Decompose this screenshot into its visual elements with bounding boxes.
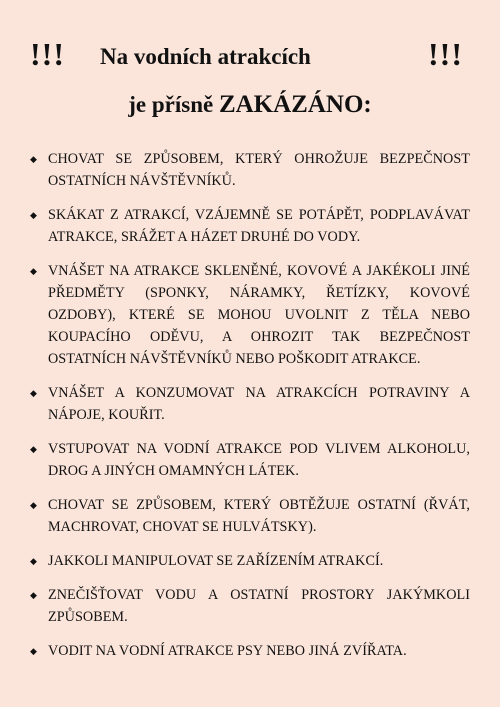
rule-item — [30, 550, 470, 572]
diamond-bullet-icon: ◆ — [30, 266, 37, 276]
rule-text: ZNEČIŠŤOVAT VODU A OSTATNÍ PROSTORY JAKÝMKOLI ZPŮSOBEM. — [48, 587, 470, 625]
rule-text: VSTUPOVAT NA VODNÍ ATRAKCE POD VLIVEM ALKOHOLU, DROG A JINÝCH OMAMNÝCH LÁTEK. — [48, 441, 470, 479]
rule-item — [30, 382, 470, 426]
rule-text: VNÁŠET A KONZUMOVAT NA ATRAKCÍCH POTRAVINY A NÁPOJE, KOUŘIT. — [48, 385, 470, 423]
diamond-bullet-icon: ◆ — [30, 154, 37, 164]
rule-item — [30, 204, 470, 248]
diamond-bullet-icon: ◆ — [30, 444, 37, 454]
diamond-bullet-icon: ◆ — [30, 556, 37, 566]
rule-item — [30, 260, 470, 370]
diamond-bullet-icon: ◆ — [30, 590, 37, 600]
diamond-bullet-icon: ◆ — [30, 500, 37, 510]
title-line-2-emphasis: ZAKÁZÁNO: — [218, 91, 372, 118]
rule-item — [30, 640, 470, 662]
diamond-bullet-icon: ◆ — [30, 388, 37, 398]
rule-item — [30, 584, 470, 628]
rule-text: VNÁŠET NA ATRAKCE SKLENĚNÉ, KOVOVÉ A JAKÉKOLI JINÉ PŘEDMĚTY (SPONKY, NÁRAMKY, ŘETÍZKY, KOVOVÉ OZDOBY), KTERÉ SE MOHOU UVOLNIT Z TĚLA NEBO KOUPACÍHO ODĚVU, A OHROZIT TAK BEZPEČNOST OSTATNÍCH NÁVŠTĚVNÍKŮ NEBO POŠKODIT ATRAKCE. — [48, 263, 470, 367]
title-line-2 — [0, 88, 500, 122]
rule-item — [30, 438, 470, 482]
exclamation-right: !!! — [428, 36, 463, 72]
exclamation-left: !!! — [30, 36, 65, 72]
rule-item — [30, 148, 470, 192]
rule-item — [30, 494, 470, 538]
rules-list — [30, 148, 470, 674]
rule-text: VODIT NA VODNÍ ATRAKCE PSY NEBO JINÁ ZVÍŘATA. — [48, 643, 407, 659]
diamond-bullet-icon: ◆ — [30, 210, 37, 220]
title-row — [0, 36, 500, 76]
title-line-2-prefix: je přísně — [128, 92, 219, 117]
rule-text: CHOVAT SE ZPŮSOBEM, KTERÝ OBTĚŽUJE OSTATNÍ (ŘVÁT, MACHROVAT, CHOVAT SE HULVÁTSKY). — [48, 497, 470, 535]
rule-text: SKÁKAT Z ATRAKCÍ, VZÁJEMNĚ SE POTÁPĚT, PODPLAVÁVAT ATRAKCE, SRÁŽET A HÁZET DRUHÉ DO VODY. — [48, 207, 470, 245]
rule-text: CHOVAT SE ZPŮSOBEM, KTERÝ OHROŽUJE BEZPEČNOST OSTATNÍCH NÁVŠTĚVNÍKŮ. — [48, 151, 470, 189]
diamond-bullet-icon: ◆ — [30, 646, 37, 656]
title-line-1: Na vodních atrakcích — [100, 44, 311, 69]
rule-text: JAKKOLI MANIPULOVAT SE ZAŘÍZENÍM ATRAKCÍ. — [48, 553, 384, 569]
